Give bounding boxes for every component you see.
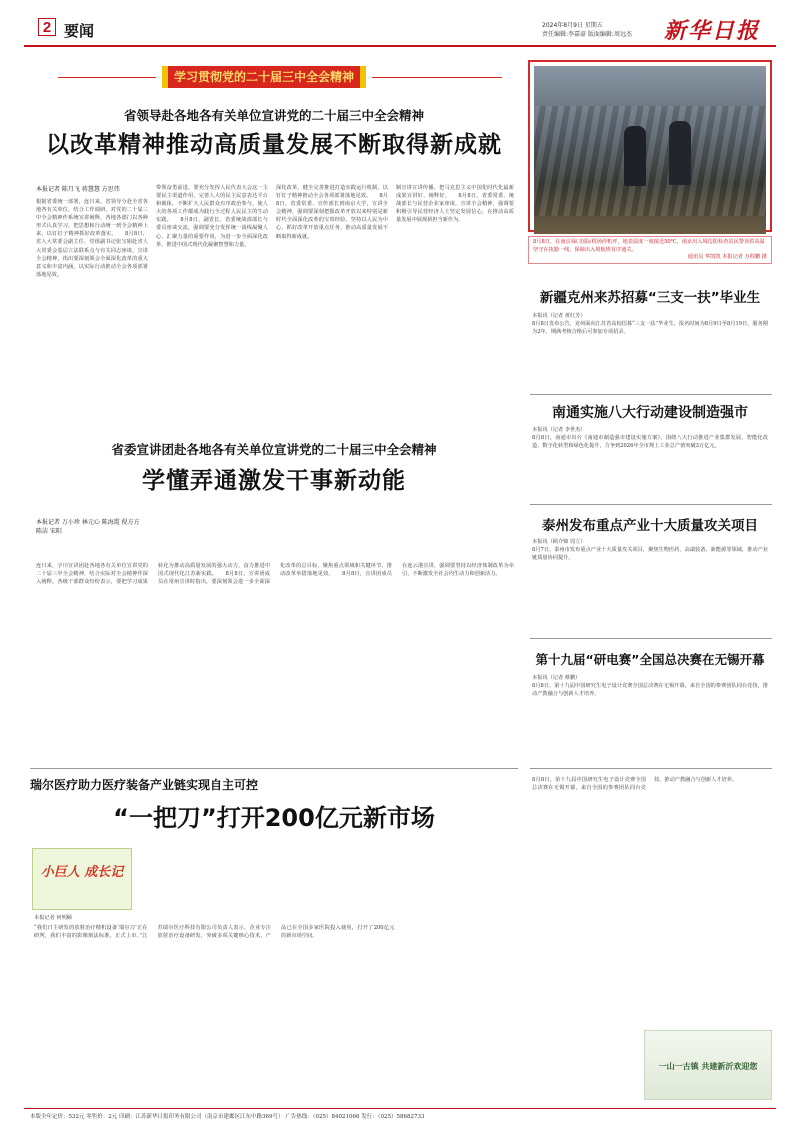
article2-headline: 新疆克州来苏招募“三支一扶”毕业生: [539, 290, 761, 306]
article6-headline: 学懂弄通激发干事新动能: [142, 468, 406, 494]
officer-figure-1: [624, 126, 646, 186]
banner-right-rule: [372, 77, 502, 78]
article4-byline: 本报讯（顾介锦 周立）: [532, 539, 586, 545]
page-header: [24, 12, 776, 46]
photo-credit: 通讯员 华凯凯 本报记者 万程鹏 摄: [687, 254, 767, 260]
header-rule: [24, 45, 776, 47]
footer-rule: [24, 1108, 776, 1109]
divider-5: [530, 768, 772, 769]
banner-text: 学习贯彻党的二十届三中全会精神: [173, 70, 354, 84]
article1-col3: 深化改革，健全完善推进打造实践运行机制，以钉钉子精神推动全会各项部署落地见效。 8月8日，省委常委、宣传部长到南京大学，宣讲全会精神，强调要深刻把握改革开放以来特别是新时代全面深化改革的宝贵经验，坚持以人民为中心，抓好改革开放重点任务，推动高质量发展不断取得新成就。: [276, 185, 388, 240]
article7-byline: 本报记者 何明颐: [34, 915, 72, 921]
divider-6: [30, 768, 518, 769]
right-bottom-body: 8月8日，第十九届中国研究生电子设计竞赛全国总决赛在无锡开幕，来自全国的参赛团队同台竞技，推动产教融合与创新人才培养。: [532, 777, 738, 792]
photo-caption-box: [528, 236, 772, 264]
article1-byline: 本报记者 陈月飞 蒋慧慧 方思伟: [36, 186, 120, 193]
second-article: [30, 432, 518, 758]
officer-figure-2: [669, 121, 691, 185]
article4-headline: 泰州发布重点产业十大质量攻关项目: [542, 518, 758, 534]
article1-col1: 根据省委统一部署，连日来，省领导分赴全省各地各有关单位，结合工作调研，对党的二十届三中全会精神作系统宣讲阐释。各地各部门以各种形式认真学习，把思想和行动统一到全会精神上来，以钉钉子精神抓好改革落实。 8月8日，省人大常委会副主任、党组副书记张宝娟赴省人大常委会基层立法联系点与有关同志座谈，宣讲全会精神，指出要深刻领会全面深化改革的重大意义和丰富内涵，以实际行动推动全会各项部署落地见效。: [36, 199, 148, 278]
article6-kicker: 省委宣讲团赴各地各有关单位宣讲党的二十届三中全会精神: [111, 442, 437, 457]
photo-caption: 8月8日，在南京禄口国际机场停机坪，地表温度一度接近50℃，南京出入境边防检查站民警顶着高温坚守在执勤一线，保障出入境航班有序通关。: [533, 239, 765, 253]
ad-text: 一山一古镇 共建新沂欢迎您: [658, 1062, 758, 1071]
news-photo: [534, 66, 766, 234]
photo-stripes: [534, 106, 766, 216]
article5-byline: 本报讯（记者 蔡鹏）: [532, 675, 581, 681]
masthead-logo: 新华日报: [664, 18, 761, 44]
article4-body: 8月7日，泰州市发布重点产业十大质量攻关项目，聚焦生物医药、高端装备、新能源等领域，推动产业链质量协同提升。: [532, 547, 768, 562]
article2-body: 8月8日发布公告，克州面向江苏省高校招募“三支一扶”毕业生，报名时间为8月9日至8月19日，服务期为2年，期满考核合格后可参加专项招录。: [532, 321, 768, 336]
article1-col2: 带领奋勇前进。要充分发挥人民代表大会这一主要民主渠道作用，完善人大的民主民意表达平台和载体，不断扩大人民群众有序政治参与，使人大的各项工作都成为践行全过程人民民主的生动实践。 8月8日，副省长、省委统战部部长与委员座谈交流，强调要充分发挥统一战线凝聚人心、汇聚力量的重要作用，为进一步全面深化改革、推进中国式现代化凝聚智慧和力量。: [156, 185, 268, 248]
editors-line: 责任编辑:李嘉豪 版面编辑:周远杰: [542, 31, 632, 38]
article6-byline: 本报记者 万小珍 林元心 陈海霞 倪方方 陈洁 宋阳: [36, 519, 140, 535]
article3-body: 8月8日，南通市出台《南通市制造强市建设实施方案》，围绕八大行动推进产业集群发展、智能化改造、数字化转型和绿色化提升，力争到2026年全市规上工业总产值突破3万亿元。: [532, 435, 768, 450]
article7-body: “我们日主研发的放射治疗精机设备‘瑞尔刀’正在研判，我们丰富的影像刻法标准，正式上市。”江苏瑞尔医疗科技有限公司负责人表示，企业专注放射治疗设备研发，突破多项关键核心技术，产品已在全国多家医院投入使用，打开了200亿元的新市场空间。: [34, 925, 395, 940]
page-number-box: [38, 18, 56, 36]
lead-article: [30, 96, 518, 426]
article5-headline: 第十九届“研电赛”全国总决赛在无锡开幕: [535, 652, 765, 667]
article2-byline: 本报讯（记者 黄红芳）: [532, 313, 586, 319]
page-number: 2: [42, 19, 52, 36]
article1-col4: 制宣讲宣讲传播，把马克思主义中国化时代化最新成果宣讲好、阐释好。 8月8日，省委常委、统战部长与民营企业家座谈，宣讲全会精神，强调要积极引导民营经济人士坚定发展信心，在推动高质量发展中展现新担当新作为。: [396, 185, 514, 224]
article7-headline: “一把刀”打开200亿元新市场: [113, 804, 435, 832]
divider-4: [530, 638, 772, 639]
article5-body: 8月8日，第十九届中国研究生电子设计竞赛全国总决赛在无锡开幕，来自全国的参赛团队同台竞技，推动产教融合与创新人才培养。: [532, 683, 768, 698]
article6-body: 连日来，宇川宣讲团赴各地各有关单位宣讲党的二十届三中全会精神，结合实际对全会精神作深入阐释。各级干部群众纷纷表示，要把学习成果转化为推动高质量发展的强大动力，奋力推进中国式现代化江苏新实践。 8月8日，宣讲团成员在常州宣讲时指出，要深刻领会进一步全面深化改革的总目标，聚焦重点领域和关键环节，推动改革举措落地见效。 8月8日，宣讲团成员在连云港宣讲，强调要坚持以经济体制改革为牵引，不断激发全社会内生动力和创新活力。: [36, 563, 514, 586]
footer-info: 本版全年定价：532元 零售价：2元 印刷：江苏新华日报印务有限公司（南京市建邺区江东中路369号） 广告热线：（025）84021066 发行：（025）58682733: [30, 1114, 425, 1120]
article1-headline: 以改革精神推动高质量发展不断取得新成就: [46, 132, 502, 158]
badge-text: 小巨人 成长记: [40, 865, 124, 880]
xiaojuren-badge: [32, 848, 132, 910]
theme-banner: [162, 66, 366, 88]
banner-left-rule: [58, 77, 156, 78]
section-name: 要闻: [64, 22, 95, 40]
issue-date: 2024年8月9日 星期五: [542, 22, 603, 29]
article7-kicker: 瑞尔医疗助力医疗装备产业链实现自主可控: [30, 778, 259, 792]
tourism-ad: [644, 1030, 772, 1100]
divider-3: [530, 504, 772, 505]
news-photo-frame: [528, 60, 772, 232]
article3-byline: 本报讯（记者 李世杰）: [532, 427, 586, 433]
divider-2: [530, 394, 772, 395]
article1-kicker: 省领导赴各地各有关单位宣讲党的二十届三中全会精神: [123, 108, 424, 123]
article3-headline: 南通实施八大行动建设制造强市: [552, 405, 748, 421]
